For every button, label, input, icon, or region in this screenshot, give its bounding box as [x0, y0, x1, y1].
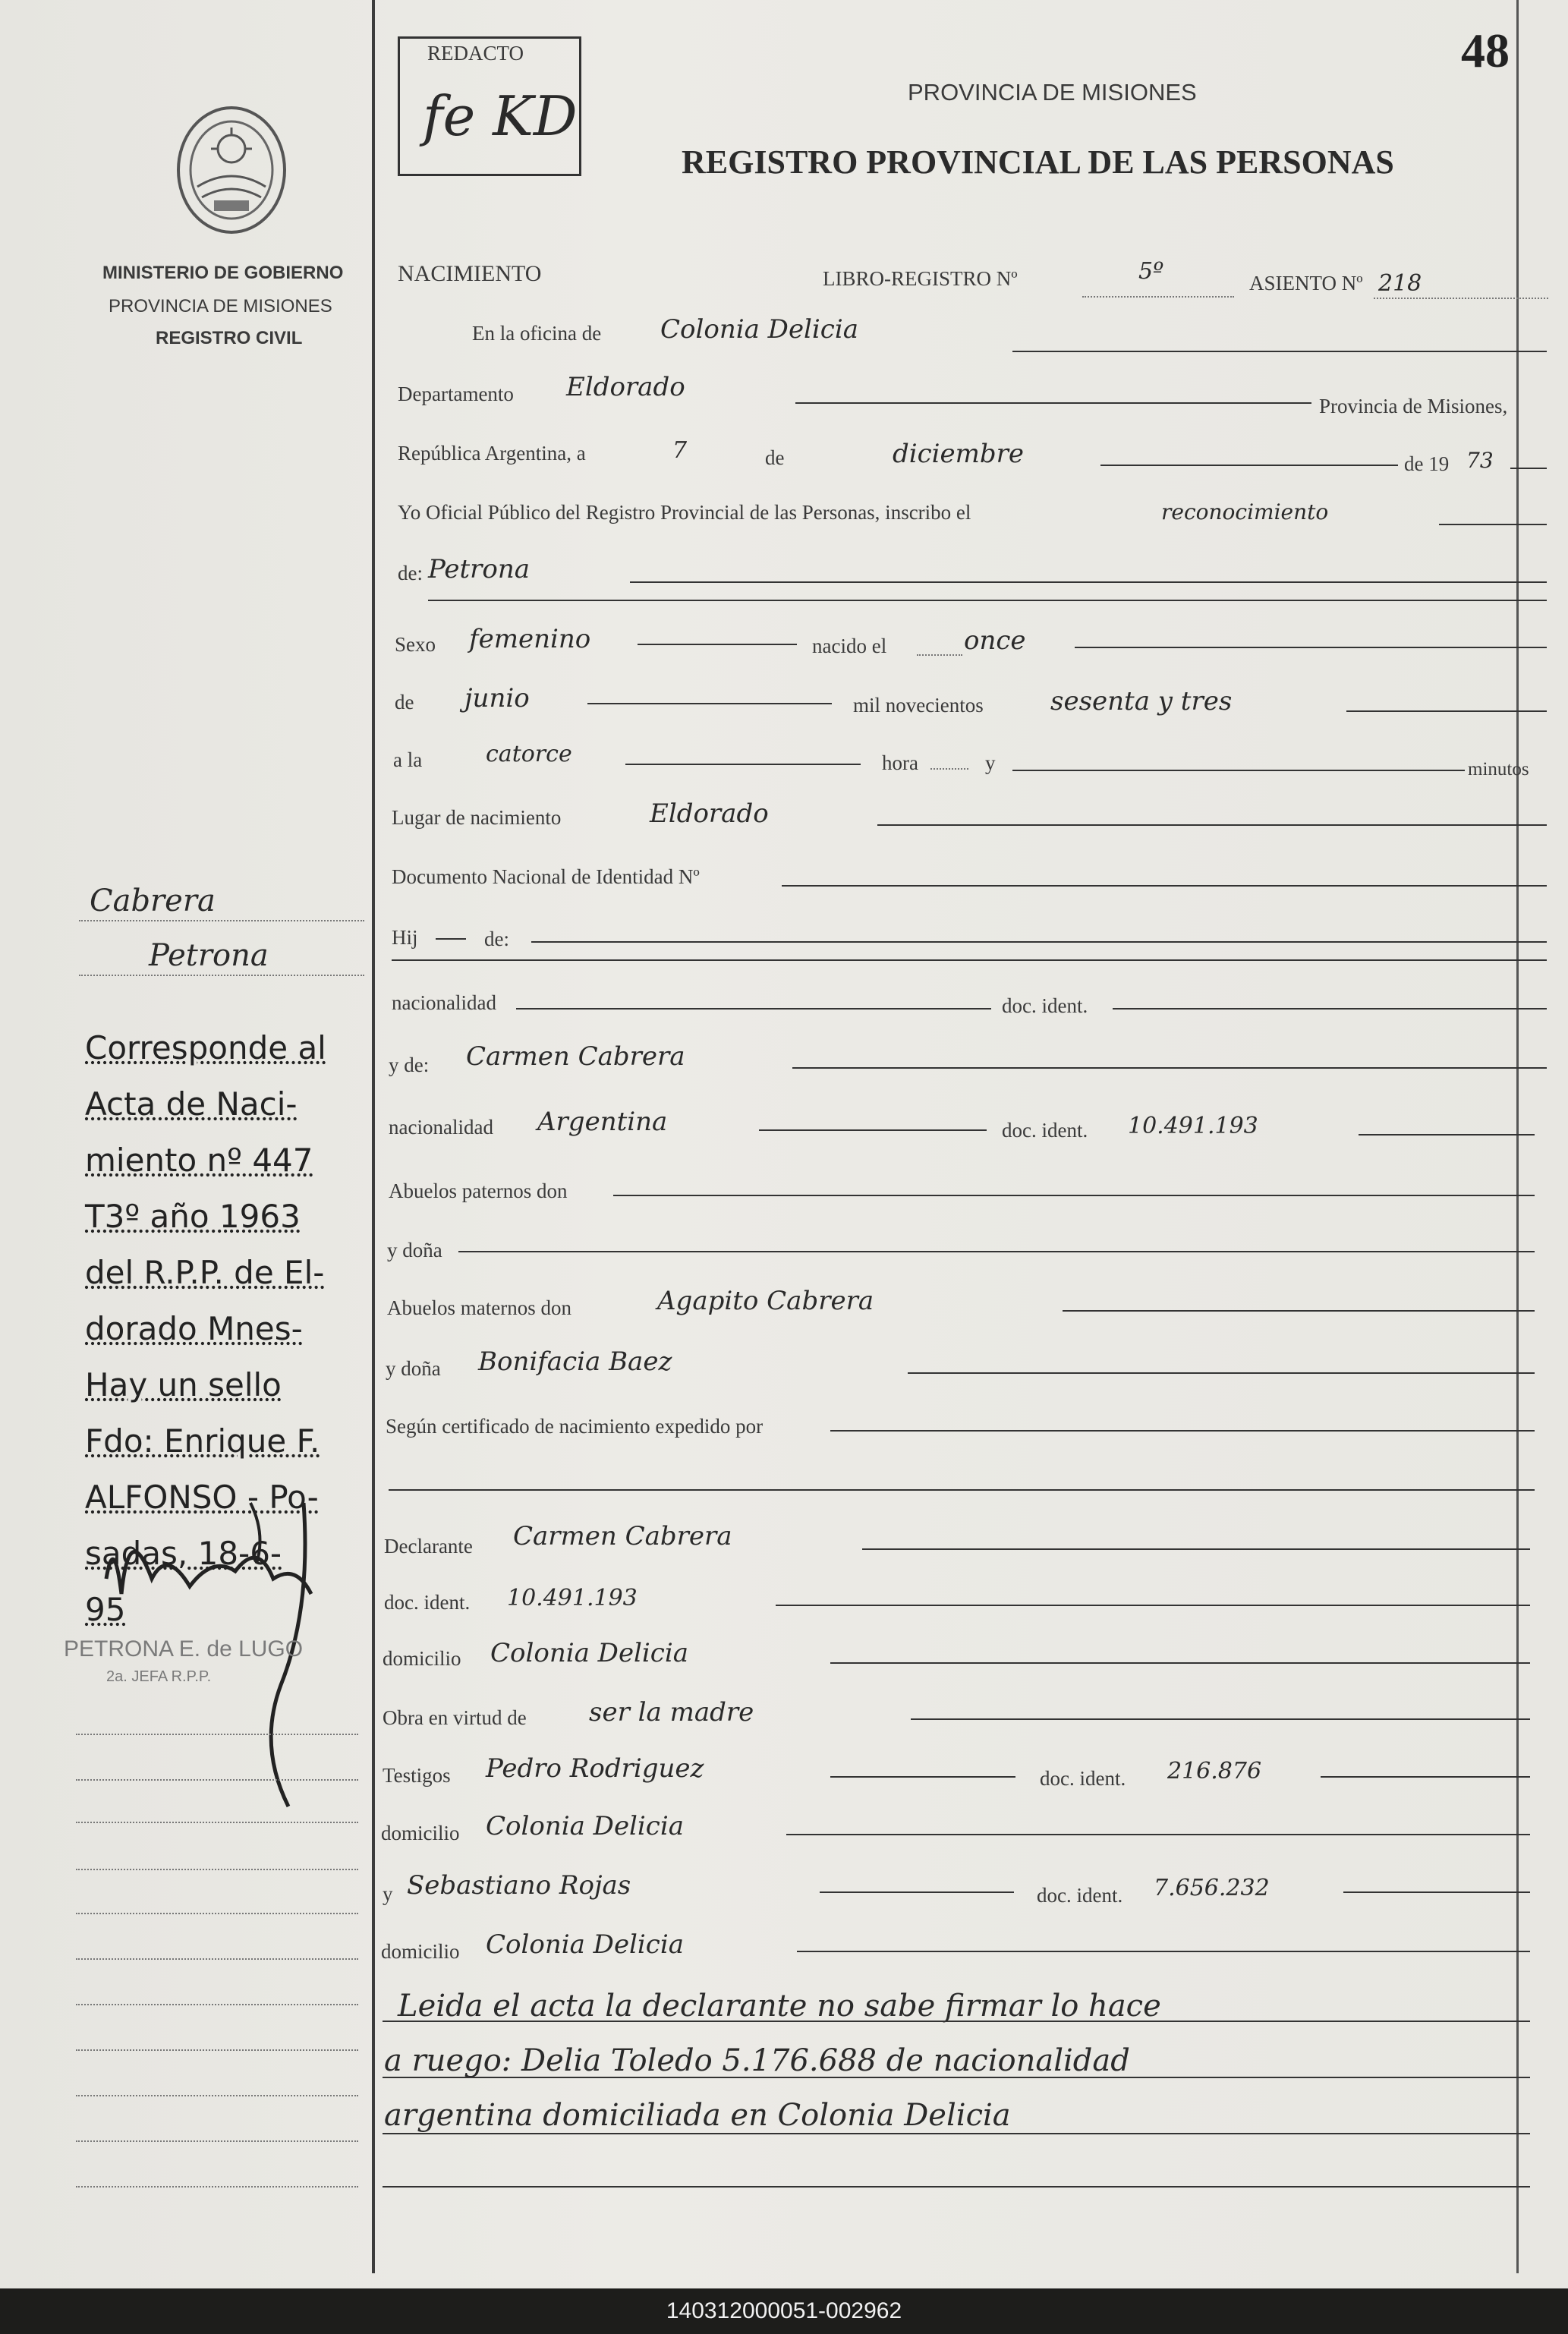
redacto-label: REDACTO [427, 42, 524, 65]
hijo-label: Hij [392, 926, 418, 949]
abuelos-paternos-label: Abuelos paternos don [389, 1180, 568, 1202]
margin-name1: Cabrera [90, 884, 216, 918]
hora-label: hora [882, 751, 918, 774]
oficina-value: Colonia Delicia [660, 314, 858, 345]
margin-note-line: miento nº 447 [85, 1142, 313, 1179]
nota-line2: a ruego: Delia Toledo 5.176.688 de nacionalidad [384, 2043, 1130, 2078]
provincia-label: Provincia de Misiones, [1319, 395, 1508, 417]
ministry-line2: PROVINCIA DE MISIONES [109, 296, 332, 317]
nacido-mes-value: junio [464, 683, 530, 713]
margin-note-line: del R.P.P. de El- [85, 1254, 325, 1291]
libro-label: LIBRO-REGISTRO Nº [823, 267, 1018, 290]
mil-novecientos-label: mil novecientos [853, 694, 984, 717]
margin-name2: Petrona [149, 938, 269, 973]
republica-label: República Argentina, a [398, 442, 586, 465]
y-de-label: y de: [389, 1054, 430, 1076]
nacionalidad1-label: nacionalidad [392, 991, 496, 1014]
nacionalidad2-label: nacionalidad [389, 1116, 493, 1139]
right-border-line [1516, 0, 1519, 2273]
nota-line1: Leida el acta la declarante no sabe firmar lo hace [398, 1989, 1161, 2024]
yo-oficial-label: Yo Oficial Público del Registro Provincial de las Personas, inscribo el [398, 501, 971, 524]
margin-note-line: T3º año 1963 [85, 1198, 301, 1235]
domicilio1-label: domicilio [383, 1647, 461, 1670]
declarante-value: Carmen Cabrera [513, 1521, 732, 1551]
ministry-line1: MINISTERIO DE GOBIERNO [102, 263, 344, 283]
abuela-materna-value: Bonifacia Baez [478, 1347, 672, 1377]
dni-label: Documento Nacional de Identidad Nº [392, 865, 700, 888]
testigo2-value: Sebastiano Rojas [407, 1870, 631, 1901]
de-nombre-label: de: [398, 562, 423, 584]
redacto-initials: fe KD [423, 84, 578, 148]
testigos-label: Testigos [383, 1764, 451, 1787]
sexo-label: Sexo [395, 633, 436, 656]
y-dona2-label: y doña [386, 1357, 441, 1380]
doc-ident2-label: doc. ident. [1002, 1119, 1088, 1142]
margin-note-line: Corresponde al [85, 1029, 326, 1066]
inscribo-value: reconocimiento [1161, 499, 1329, 524]
footer-id: 140312000051-002962 [0, 2288, 1568, 2334]
testigo1-value: Pedro Rodriguez [486, 1753, 704, 1784]
margin-note-line: ALFONSO - Po- [85, 1479, 319, 1516]
province-heading: PROVINCIA DE MISIONES [908, 79, 1197, 106]
de-mes-label-2: de [395, 691, 414, 713]
nacido-label: nacido el [812, 635, 887, 657]
declarante-label: Declarante [384, 1535, 473, 1558]
obra-label: Obra en virtud de [383, 1706, 527, 1729]
registry-heading: REGISTRO PROVINCIAL DE LAS PERSONAS [682, 143, 1394, 181]
obra-value: ser la madre [589, 1697, 754, 1728]
certificado-label: Según certificado de nacimiento expedido por [386, 1415, 764, 1438]
a-la-label: a la [393, 748, 423, 771]
hora-value: catorce [486, 741, 572, 767]
redacto-box [398, 36, 581, 176]
y-label: y [985, 751, 996, 774]
doc-ident1-label: doc. ident. [1002, 994, 1088, 1017]
margin-note-line: dorado Mnes- [85, 1310, 303, 1347]
doc-ident4-value: 216.876 [1167, 1758, 1262, 1784]
margin-note-line: Fdo: Enrique F. [85, 1422, 320, 1460]
doc-ident3-label: doc. ident. [384, 1591, 471, 1614]
margin-note-line: sadas, 18-6- [85, 1535, 282, 1572]
abuelos-maternos-label: Abuelos maternos don [387, 1296, 571, 1319]
nacionalidad2-value: Argentina [537, 1107, 668, 1137]
doc-ident4-label: doc. ident. [1040, 1767, 1126, 1790]
nacido-dia-value: once [964, 625, 1026, 656]
lugar-label: Lugar de nacimiento [392, 806, 562, 829]
page-number: 48 [1461, 24, 1510, 77]
margin-note-line: Acta de Naci- [85, 1085, 298, 1123]
domicilio3-label: domicilio [381, 1940, 460, 1963]
libro-value: 5º [1138, 258, 1164, 285]
doc-ident3-value: 10.491.193 [507, 1585, 638, 1611]
y2-label: y [383, 1882, 393, 1905]
y-dona1-label: y doña [387, 1239, 442, 1261]
jefa-stamp-title: 2a. JEFA R.P.P. [106, 1668, 212, 1685]
hijo-de-label: de: [484, 928, 509, 950]
oficina-label: En la oficina de [472, 322, 602, 345]
madre-value: Carmen Cabrera [466, 1041, 685, 1072]
nota-line3: argentina domiciliada en Colonia Delicia [384, 2098, 1011, 2133]
domicilio1-value: Colonia Delicia [490, 1638, 688, 1668]
minutos-label: minutos [1468, 759, 1529, 780]
asiento-value: 218 [1378, 270, 1422, 297]
domicilio2-label: domicilio [381, 1822, 460, 1844]
doc-ident5-value: 7.656.232 [1154, 1875, 1270, 1901]
de-year-label: de 19 [1404, 452, 1450, 475]
asiento-label: ASIENTO Nº [1249, 272, 1363, 295]
departamento-label: Departamento [398, 383, 514, 405]
dia-value: 7 [672, 437, 688, 464]
lugar-value: Eldorado [650, 798, 769, 829]
misiones-coat-of-arms-icon [175, 105, 288, 235]
year-suffix: 73 [1466, 448, 1494, 473]
margin-note-line: 95 [85, 1591, 126, 1628]
doc-ident2-value: 10.491.193 [1128, 1113, 1258, 1139]
nombre-value: Petrona [428, 554, 531, 584]
departamento-value: Eldorado [566, 372, 685, 402]
doc-ident5-label: doc. ident. [1037, 1884, 1123, 1907]
mes-value: diciembre [893, 439, 1025, 469]
margin-note-line: Hay un sello [85, 1366, 282, 1403]
sexo-value: femenino [469, 624, 591, 654]
domicilio3-value: Colonia Delicia [486, 1929, 684, 1960]
ministry-line3: REGISTRO CIVIL [156, 328, 303, 348]
abuelo-materno-value: Agapito Cabrera [657, 1286, 874, 1316]
domicilio2-value: Colonia Delicia [486, 1811, 684, 1841]
nacido-anio-value: sesenta y tres [1050, 686, 1233, 717]
de-mes-label-1: de [765, 446, 785, 469]
jefa-stamp-name: PETRONA E. de LUGO [64, 1636, 304, 1662]
record-type: NACIMIENTO [398, 261, 542, 286]
